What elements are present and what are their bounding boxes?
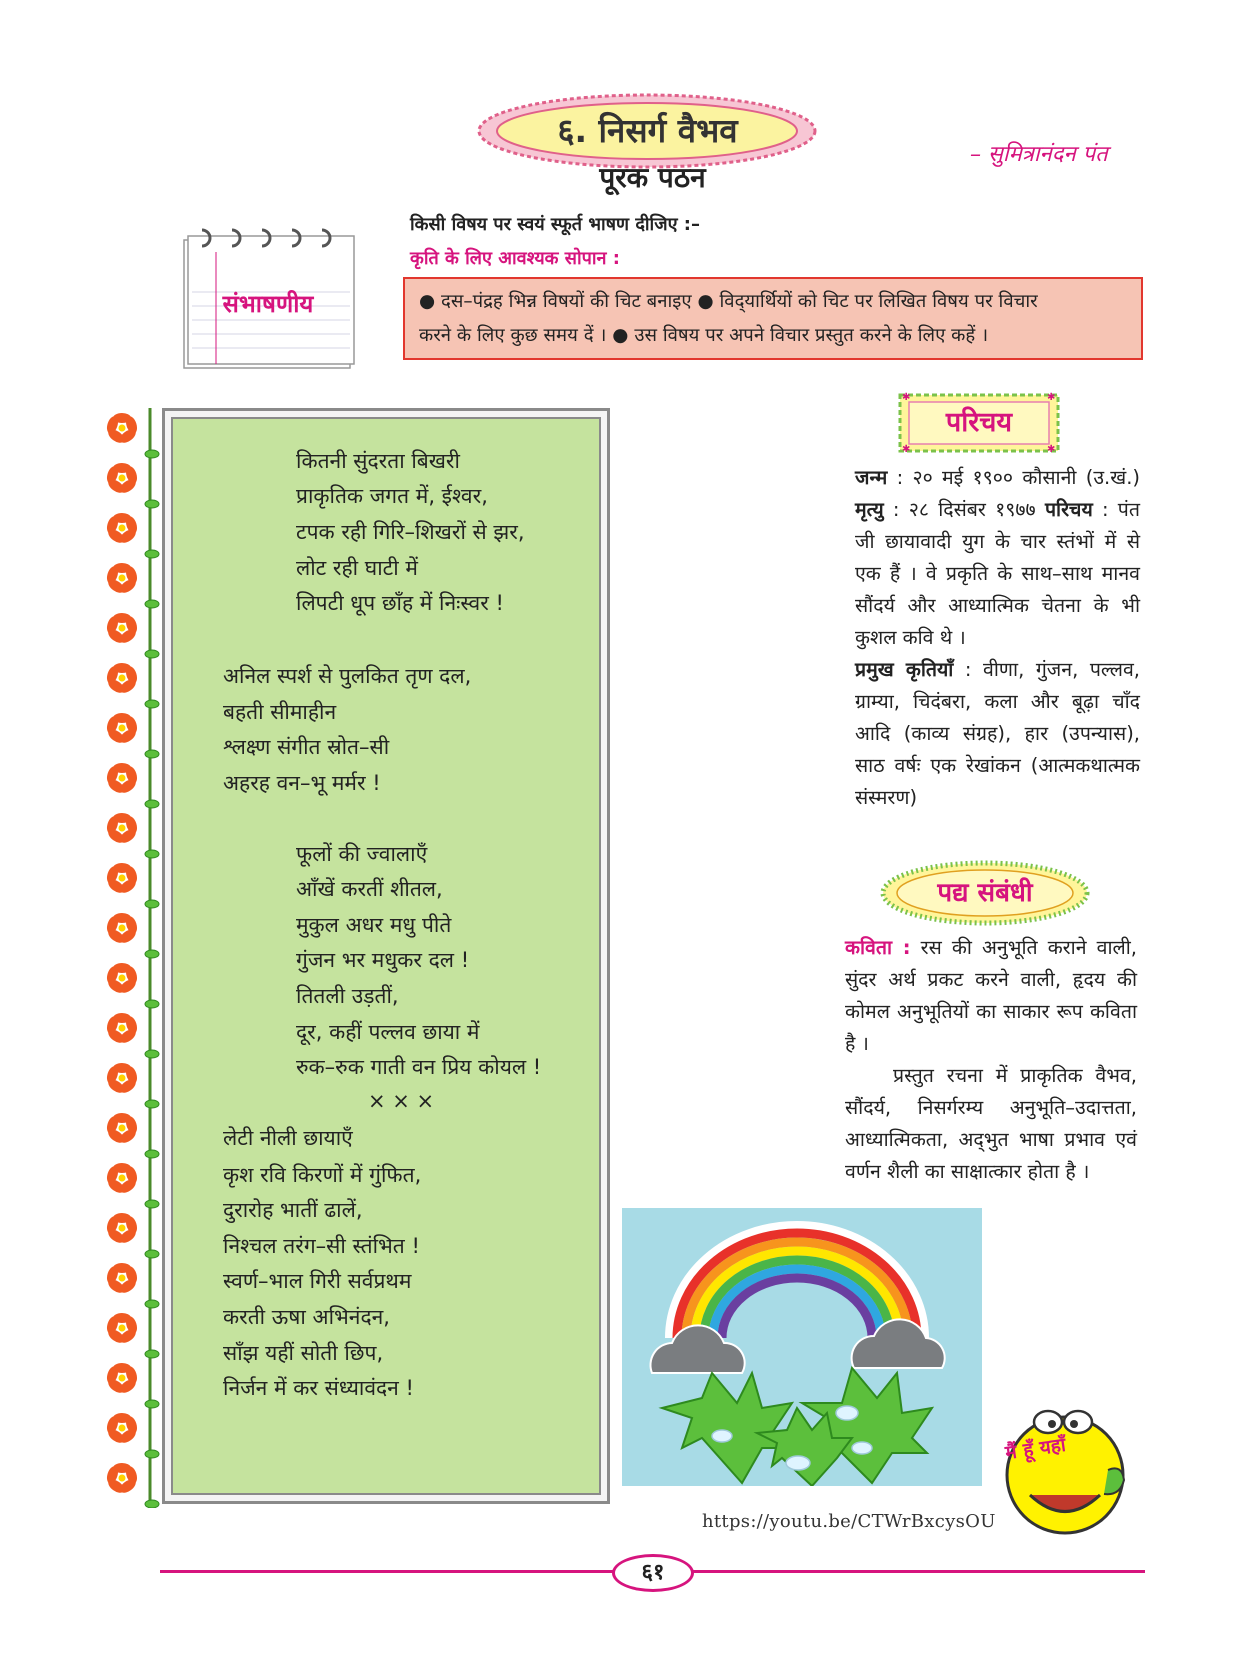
- video-link[interactable]: https://youtu.be/CTWrBxcysOU: [702, 1511, 996, 1532]
- poem-line: प्राकृतिक जगत में, ईश्वर,: [296, 484, 488, 508]
- kavita-text: रस की अनुभूति कराने वाली, सुंदर अर्थ प्रकट करने वाली, हृदय की कोमल अनुभूतियों का साकार रूप कविता है ।: [845, 936, 1137, 1055]
- poem-line: तितली उड़तीं,: [296, 984, 399, 1008]
- poem-line: स्वर्ण–भाल गिरी सर्वप्रथम: [223, 1269, 412, 1293]
- section-subtitle: पूरक पठन: [599, 161, 706, 194]
- poem-line: कृश रवि किरणों में गुंफित,: [223, 1163, 422, 1187]
- parichay-label: परिचय: [1044, 498, 1093, 521]
- page-number: ६१: [612, 1554, 694, 1592]
- poem-line: बहती सीमाहीन: [223, 700, 337, 724]
- chapter-title: ६. निसर्ग वैभव: [557, 111, 738, 150]
- svg-text:✱: ✱: [902, 392, 911, 403]
- poem-line: कितनी सुंदरता बिखरी: [296, 449, 460, 473]
- poem-line: फूलों की ज्वालाएँ: [296, 842, 428, 866]
- poem-line: आँखें करतीं शीतल,: [296, 877, 443, 901]
- svg-text:✱: ✱: [1047, 444, 1056, 454]
- janm-label: जन्म: [855, 466, 888, 489]
- author-name: – सुमित्रानंदन पंत: [970, 142, 1108, 167]
- poet-introduction: [855, 462, 1140, 814]
- steps-box: [403, 277, 1143, 360]
- poem-line: लेटी नीली छायाएँ: [223, 1126, 353, 1150]
- steps-title: कृति के लिए आवश्यक सोपान :: [410, 248, 620, 269]
- poem-summary: प्रस्तुत रचना में प्राकृतिक वैभव, सौंदर्य, निसर्गरम्य अनुभूति–उदात्तता, आध्यात्मिकता, अद्‌भुत भाषा प्रभाव एवं वर्णन शैली का साक्षात्कार होता है ।: [845, 1064, 1137, 1183]
- poem-line: लिपटी धूप छाँह में निःस्वर !: [296, 591, 504, 615]
- poem-line: लोट रही घाटी में: [296, 556, 418, 580]
- smiley-mascot-icon: [990, 1400, 1140, 1535]
- poem-frame: [162, 408, 610, 1504]
- poem-line: टपक रही गिरि–शिखरों से झर,: [296, 520, 525, 544]
- poem-line: दुरारोह भातीं ढालें,: [223, 1198, 363, 1222]
- poem-line: निर्जन में कर संध्यावंदन !: [223, 1376, 414, 1400]
- kavita-label: कविता :: [845, 936, 911, 959]
- poem-line: करती ऊषा अभिनंदन,: [223, 1305, 390, 1329]
- flower-vine-decoration: [92, 408, 164, 1508]
- poem-line: निश्चल तरंग–सी स्तंभित !: [223, 1234, 420, 1258]
- poem-line: × × ×: [368, 1089, 435, 1113]
- padya-heading: पद्य संबंधी: [937, 878, 1033, 908]
- rainbow-illustration: [622, 1208, 982, 1486]
- poem-line: रुक–रुक गाती वन प्रिय कोयल !: [296, 1055, 542, 1079]
- poem-line: गुंजन भर मधुकर दल !: [296, 948, 470, 972]
- svg-text:✱: ✱: [902, 444, 911, 454]
- parichay-text: : पंत जी छायावादी युग के चार स्तंभों में से एक हैं । वे प्रकृति के साथ–साथ मानव सौंदर्य और आध्यात्मिक चेतना के भी कुशल कवि थे ।: [855, 498, 1140, 649]
- kavita-definition: [845, 932, 1137, 1188]
- kritiyan-text: : वीणा, गुंजन, पल्लव, ग्राम्या, चिदंबरा, कला और बूढ़ा चाँद आदि (काव्य संग्रह), हार (उपन्यास), साठ वर्षः एक रेखांकन (आत्मकथात्मक संस्मरण): [855, 658, 1140, 809]
- poem-box: [171, 417, 601, 1495]
- parichay-heading: परिचय: [945, 407, 1013, 438]
- poem-line: साँझ यहीं सोती छिप,: [223, 1341, 384, 1365]
- poem-line: दूर, कहीं पल्लव छाया में: [296, 1020, 480, 1044]
- activity-instruction: किसी विषय पर स्वयं स्फूर्त भाषण दीजिए :–: [410, 214, 700, 235]
- mrityu-text: : २८ दिसंबर १९७७: [883, 498, 1045, 521]
- steps-line-2: करने के लिए कुछ समय दें । ● उस विषय पर अपने विचार प्रस्तुत करने के लिए कहें ।: [419, 325, 989, 346]
- mrityu-label: मृत्यु: [855, 498, 884, 521]
- poem-line: अनिल स्पर्श से पुलकित तृण दल,: [223, 664, 472, 688]
- poem-line: श्लक्ष्ण संगीत स्रोत–सी: [223, 735, 390, 759]
- janm-text: : २० मई १९०० कौसानी (उ.खं.): [887, 466, 1140, 489]
- poem-line: अहरह वन–भू मर्मर !: [223, 771, 381, 795]
- sambhashaniya-label: संभाषणीय: [222, 290, 314, 318]
- kritiyan-label: प्रमुख कृतियाँ: [855, 658, 954, 681]
- poem-line: मुकुल अधर मधु पीते: [296, 913, 452, 937]
- smiley-caption: मैं हूँ यहाँ: [1003, 1433, 1068, 1465]
- steps-line-1: ● दस–पंद्रह भिन्न विषयों की चिट बनाइए ● विद्‌यार्थियों को चिट पर लिखित विषय पर विचार: [419, 291, 1038, 312]
- svg-text:✱: ✱: [1047, 392, 1056, 403]
